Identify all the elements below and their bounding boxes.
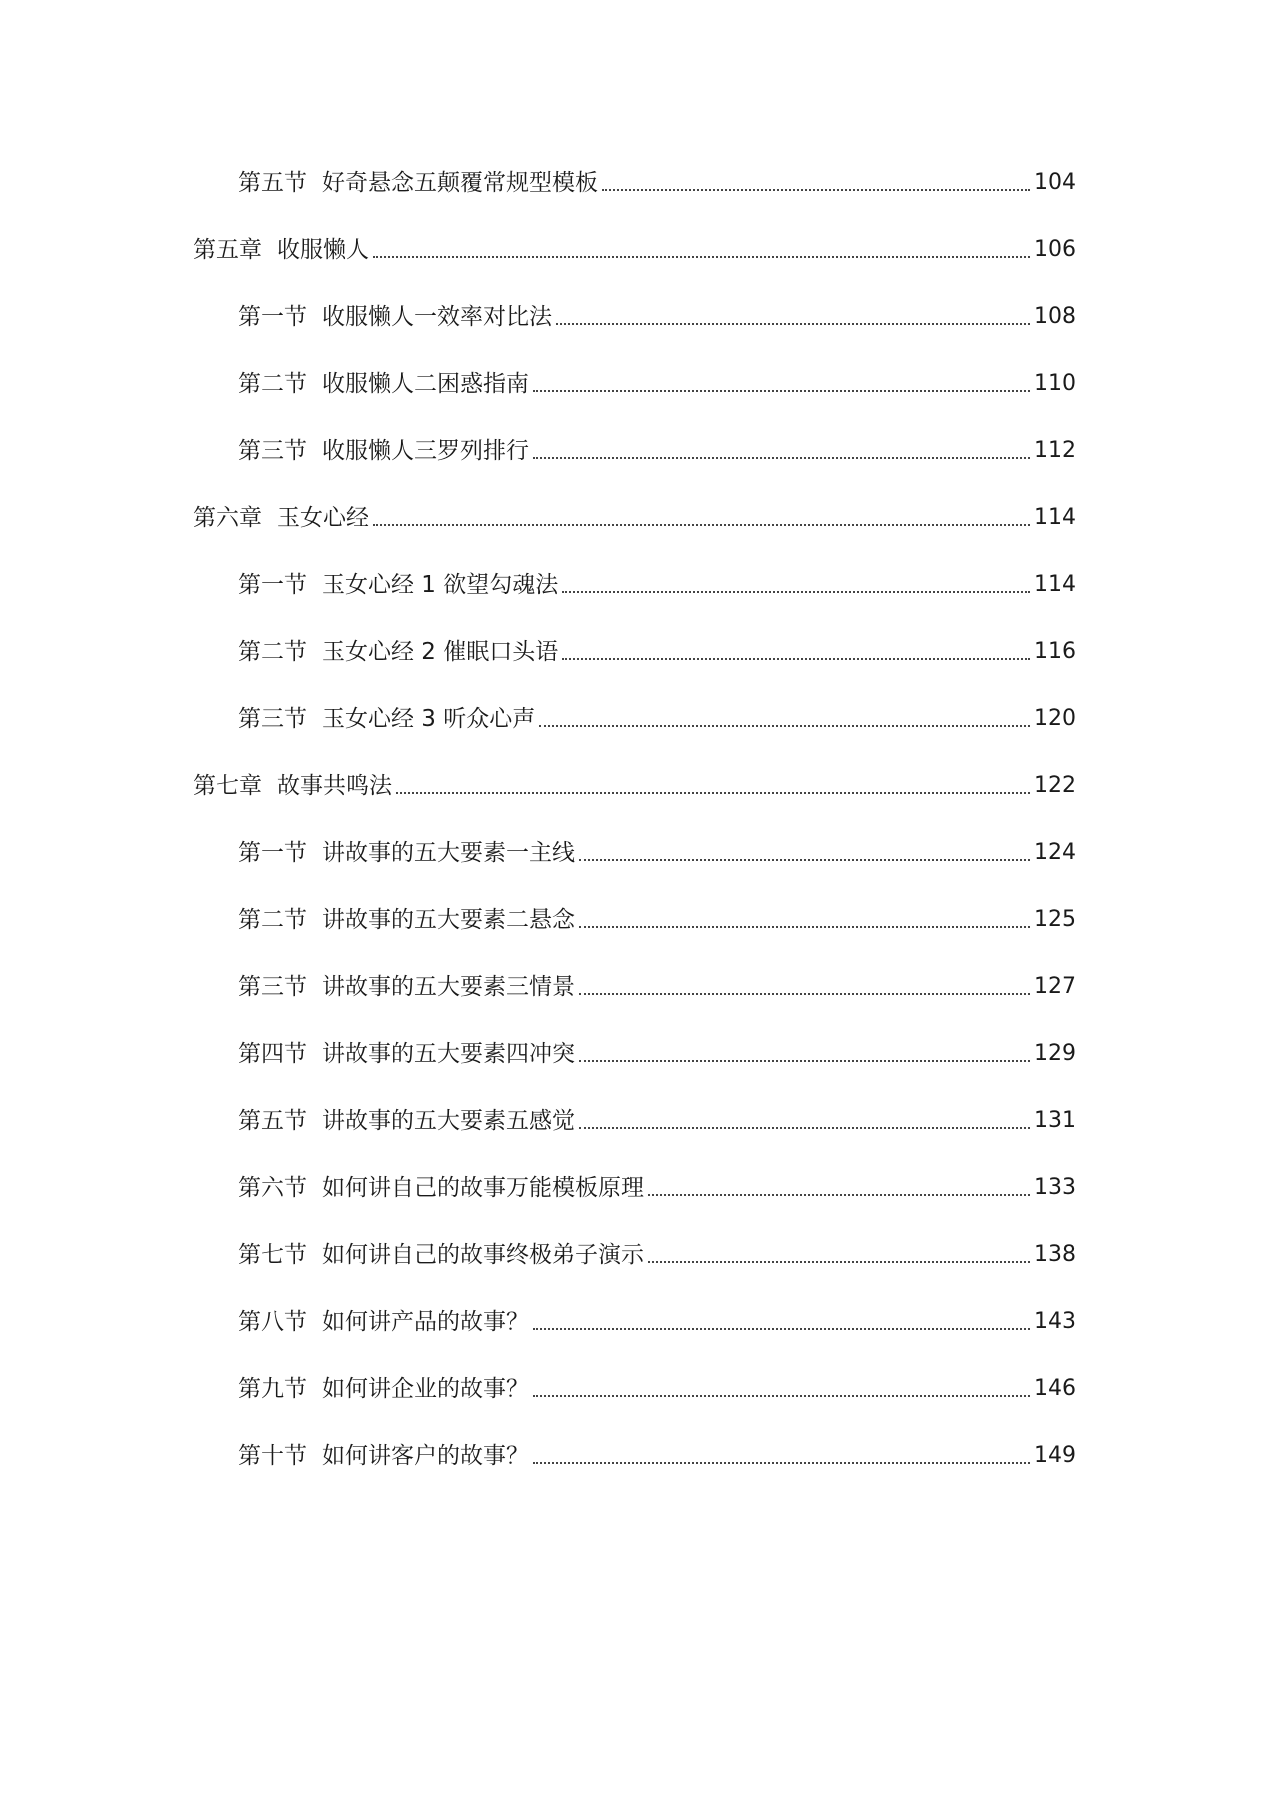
toc-entry-title: 如何讲自己的故事万能模板原理	[322, 1175, 644, 1201]
toc-entry-label	[238, 704, 535, 734]
toc-entry-title: 讲故事的五大要素二悬念	[322, 907, 575, 933]
toc-entry-title: 如何讲产品的故事？	[322, 1309, 529, 1335]
toc-entry-number: 第三节	[238, 706, 307, 732]
toc-entry-number: 第四节	[238, 1041, 307, 1067]
dot-leader	[579, 1060, 1030, 1062]
toc-entry-title: 如何讲客户的故事？	[322, 1443, 529, 1469]
dot-leader	[533, 390, 1030, 392]
toc-page-number: 106	[1034, 237, 1076, 262]
toc-page-number: 125	[1034, 907, 1076, 932]
toc-entry-number: 第五节	[238, 1108, 307, 1134]
toc-entry-title: 收服懒人	[277, 237, 369, 263]
toc-page-number: 133	[1034, 1175, 1076, 1200]
dot-leader	[556, 323, 1030, 325]
toc-page-number: 108	[1034, 304, 1076, 329]
toc-entry-label	[193, 771, 392, 801]
toc-page-number: 112	[1034, 438, 1076, 463]
toc-entry-title: 好奇悬念五颠覆常规型模板	[322, 170, 598, 196]
toc-entry-section[interactable]	[238, 359, 1076, 399]
toc-entry-title: 故事共鸣法	[277, 773, 392, 799]
toc-page-number: 110	[1034, 371, 1076, 396]
toc-page-number: 138	[1034, 1242, 1076, 1267]
toc-entry-chapter[interactable]	[193, 493, 1076, 533]
toc-entry-number: 第十节	[238, 1443, 307, 1469]
toc-entry-number: 第一节	[238, 840, 307, 866]
dot-leader	[533, 457, 1030, 459]
toc-entry-label	[238, 1374, 529, 1404]
dot-leader	[562, 658, 1030, 660]
dot-leader	[373, 524, 1030, 526]
toc-entry-number: 第六节	[238, 1175, 307, 1201]
toc-page-number: 122	[1034, 773, 1076, 798]
toc-entry-label	[193, 235, 369, 265]
toc-entry-number: 第三节	[238, 438, 307, 464]
toc-entry-number: 第一节	[238, 572, 307, 598]
toc-entry-section[interactable]	[238, 895, 1076, 935]
toc-entry-title: 讲故事的五大要素一主线	[322, 840, 575, 866]
toc-page-number: 116	[1034, 639, 1076, 664]
toc-entry-number: 第三节	[238, 974, 307, 1000]
toc-page-number: 104	[1034, 170, 1076, 195]
toc-entry-label	[238, 168, 598, 198]
toc-entry-chapter[interactable]	[193, 225, 1076, 265]
toc-page-number: 124	[1034, 840, 1076, 865]
toc-entry-number: 第六章	[193, 505, 262, 531]
toc-entry-number: 第二节	[238, 907, 307, 933]
toc-entry-number: 第二节	[238, 371, 307, 397]
toc-entry-title: 收服懒人二困惑指南	[322, 371, 529, 397]
toc-entry-number: 第七节	[238, 1242, 307, 1268]
toc-entry-section[interactable]	[238, 962, 1076, 1002]
toc-entry-title: 讲故事的五大要素三情景	[322, 974, 575, 1000]
toc-entry-label	[238, 972, 575, 1002]
toc-entry-section[interactable]	[238, 1163, 1076, 1203]
toc-entry-title: 收服懒人三罗列排行	[322, 438, 529, 464]
toc-entry-number: 第五节	[238, 170, 307, 196]
toc-entry-number: 第二节	[238, 639, 307, 665]
toc-entry-label	[238, 1307, 529, 1337]
toc-entry-title: 讲故事的五大要素五感觉	[322, 1108, 575, 1134]
toc-entry-label	[238, 302, 552, 332]
toc-entry-label	[238, 905, 575, 935]
dot-leader	[533, 1462, 1030, 1464]
toc-entry-label	[238, 369, 529, 399]
toc-entry-label	[193, 503, 369, 533]
toc-page-number: 114	[1034, 505, 1076, 530]
toc-page-number: 146	[1034, 1376, 1076, 1401]
toc-entry-label	[238, 436, 529, 466]
toc-entry-title: 讲故事的五大要素四冲突	[322, 1041, 575, 1067]
toc-page-number: 131	[1034, 1108, 1076, 1133]
toc-entry-section[interactable]	[238, 1431, 1076, 1471]
toc-entry-chapter[interactable]	[193, 761, 1076, 801]
dot-leader	[648, 1261, 1030, 1263]
dot-leader	[579, 1127, 1030, 1129]
toc-entry-section[interactable]	[238, 1029, 1076, 1069]
toc-entry-section[interactable]	[238, 426, 1076, 466]
toc-page-number: 149	[1034, 1443, 1076, 1468]
toc-entry-title: 玉女心经 2 催眠口头语	[322, 639, 559, 665]
dot-leader	[648, 1194, 1030, 1196]
toc-entry-section[interactable]	[238, 292, 1076, 332]
toc-entry-label	[238, 1106, 575, 1136]
dot-leader	[533, 1395, 1030, 1397]
dot-leader	[396, 792, 1030, 794]
toc-entry-number: 第五章	[193, 237, 262, 263]
toc-entry-title: 如何讲自己的故事终极弟子演示	[322, 1242, 644, 1268]
toc-entry-section[interactable]	[238, 694, 1076, 734]
toc-entry-title: 如何讲企业的故事？	[322, 1376, 529, 1402]
toc-entry-section[interactable]	[238, 627, 1076, 667]
toc-entry-title: 玉女心经 1 欲望勾魂法	[322, 572, 559, 598]
dot-leader	[533, 1328, 1030, 1330]
dot-leader	[579, 993, 1030, 995]
toc-entry-section[interactable]	[238, 1096, 1076, 1136]
toc-entry-section[interactable]	[238, 1297, 1076, 1337]
toc-entry-title: 玉女心经 3 听众心声	[322, 706, 536, 732]
toc-page-number: 143	[1034, 1309, 1076, 1334]
dot-leader	[579, 859, 1030, 861]
toc-page-number: 114	[1034, 572, 1076, 597]
dot-leader	[602, 189, 1030, 191]
toc-page-number: 129	[1034, 1041, 1076, 1066]
toc-entry-title: 玉女心经	[277, 505, 369, 531]
toc-entry-section[interactable]	[238, 1230, 1076, 1270]
toc-entry-section[interactable]	[238, 828, 1076, 868]
toc-entry-label	[238, 1240, 644, 1270]
toc-entry-section[interactable]	[238, 158, 1076, 198]
toc-entry-label	[238, 1441, 529, 1471]
dot-leader	[562, 591, 1030, 593]
toc-entry-label	[238, 1039, 575, 1069]
toc-entry-number: 第七章	[193, 773, 262, 799]
dot-leader	[539, 725, 1030, 727]
toc-entry-label	[238, 1173, 644, 1203]
dot-leader	[579, 926, 1030, 928]
toc-entry-number: 第九节	[238, 1376, 307, 1402]
dot-leader	[373, 256, 1030, 258]
toc-entry-section[interactable]	[238, 1364, 1076, 1404]
toc-page-number: 120	[1034, 706, 1076, 731]
toc-entry-label	[238, 570, 558, 600]
toc-page-number: 127	[1034, 974, 1076, 999]
toc-entry-title: 收服懒人一效率对比法	[322, 304, 552, 330]
toc-entry-label	[238, 637, 558, 667]
toc-entry-label	[238, 838, 575, 868]
toc-entry-section[interactable]	[238, 560, 1076, 600]
toc-entry-number: 第一节	[238, 304, 307, 330]
toc-entry-number: 第八节	[238, 1309, 307, 1335]
